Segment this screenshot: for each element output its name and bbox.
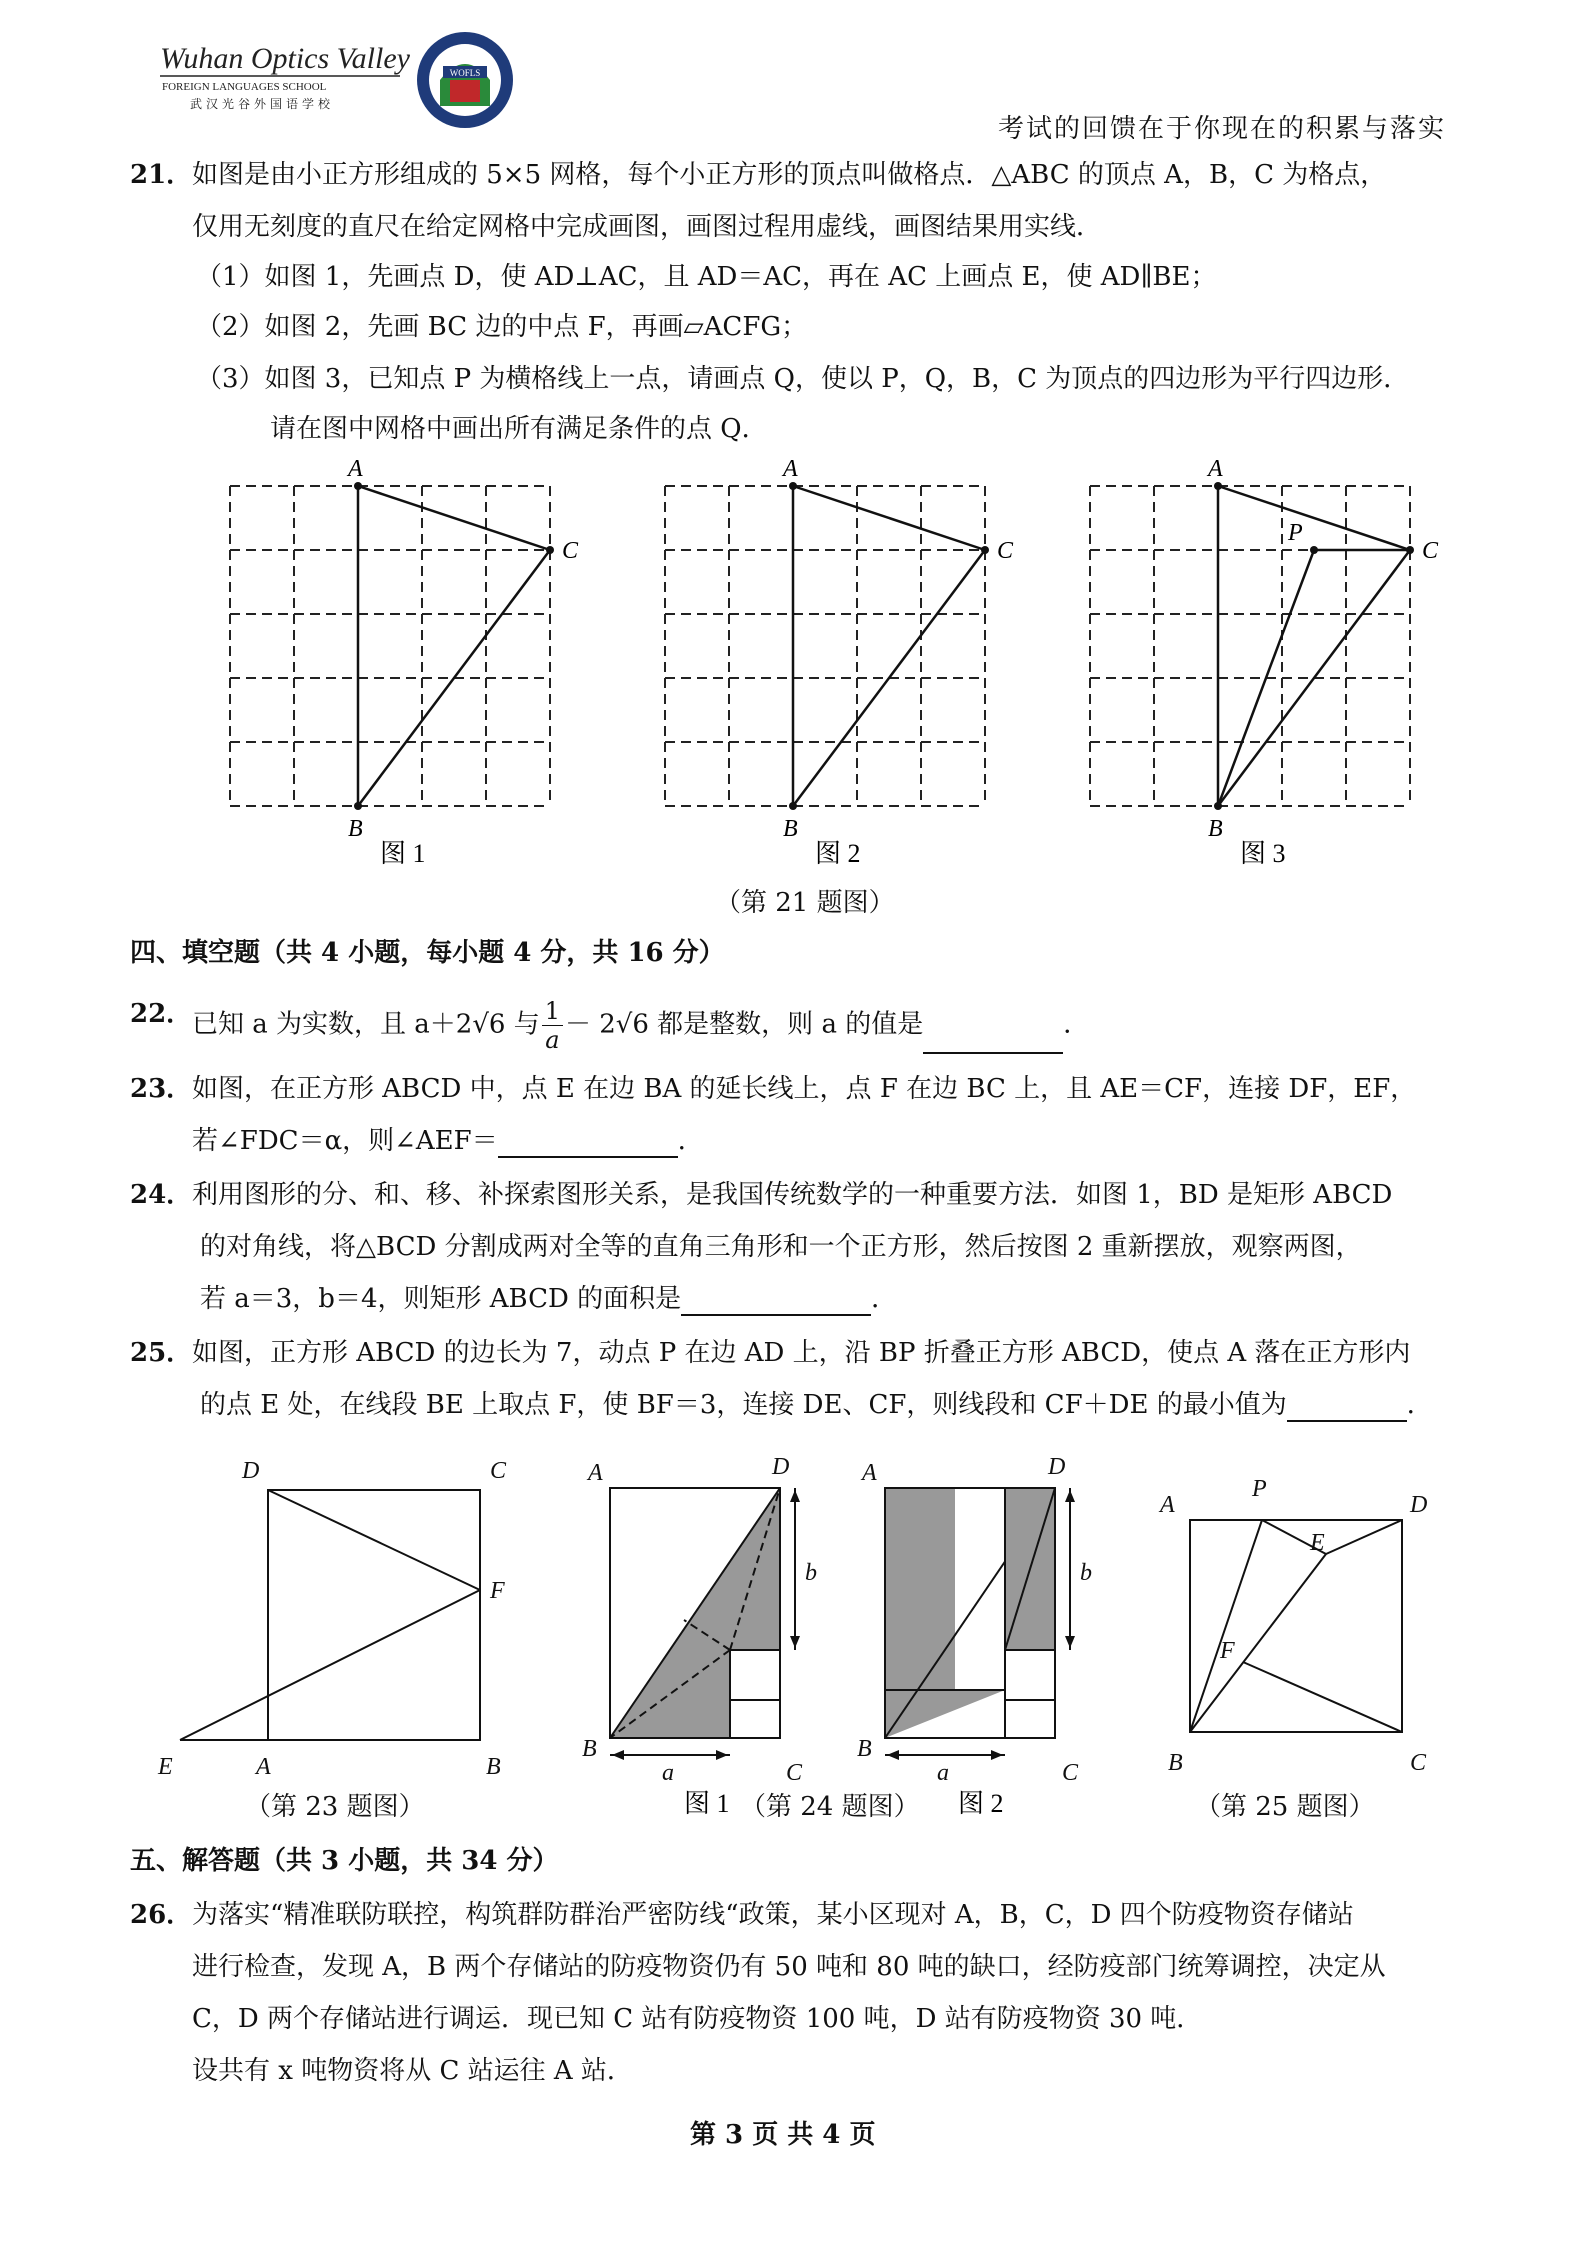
grid-figure-2 [665, 456, 1014, 868]
q24-caption: （第 24 题图） [740, 1792, 920, 1822]
q21-part3: （3）如图 3，已知点 P 为横格线上一点，请画点 Q，使以 P，Q，B，C 为顶点的四边形为平行四边形． [196, 364, 1410, 394]
q23-labels [157, 1458, 507, 1780]
logo-text: Wuhan Optics Valley [160, 42, 410, 75]
svg-text:B: B [857, 1736, 872, 1762]
q26-number: 26． [130, 1900, 193, 1930]
grid-figure-3 [1090, 456, 1439, 868]
q23-line1: 如图，在正方形 ABCD 中，点 E 在边 BA 的延长线上，点 F 在边 BC 上，且 AE＝CF，连接 DF，EF， [192, 1074, 1417, 1104]
svg-text:D: D [1410, 1492, 1428, 1518]
q23-answer-blank[interactable] [498, 1130, 678, 1158]
q22-number: 22． [130, 999, 193, 1029]
svg-text:P: P [1252, 1476, 1267, 1502]
school-badge-icon [417, 32, 513, 128]
svg-text:B: B [486, 1754, 501, 1780]
fig1-caption: 图 1 [380, 839, 426, 868]
grid-figure-1 [230, 456, 579, 868]
svg-text:b: b [805, 1560, 817, 1586]
svg-text:C: C [1410, 1750, 1427, 1776]
badge-text: WOFLS [449, 68, 481, 78]
svg-text:B: B [348, 816, 363, 842]
svg-text:C: C [1422, 538, 1439, 564]
svg-text:A: A [1160, 1492, 1175, 1518]
q24-answer-blank[interactable] [681, 1288, 871, 1316]
q26-line1: 为落实“精准联防联控，构筑群防群治严密防线“政策，某小区现对 A，B，C，D 四个防疫物资存储站 [192, 1900, 1354, 1930]
svg-text:A: A [588, 1460, 603, 1486]
svg-text:A: A [862, 1460, 877, 1486]
svg-text:C: C [1062, 1760, 1079, 1786]
q25-answer-blank[interactable] [1287, 1394, 1407, 1422]
q24-number: 24． [130, 1180, 193, 1210]
q21-line1: 如图是由小正方形组成的 5×5 网格，每个小正方形的顶点叫做格点．△ABC 的顶点 A，B，C 为格点， [192, 160, 1387, 190]
svg-text:E: E [158, 1754, 173, 1780]
q24-line3: 若 a＝3，b＝4，则矩形 ABCD 的面积是 ． [200, 1284, 898, 1314]
q21-part2: （2）如图 2，先画 BC 边的中点 F，再画▱ACFG； [196, 312, 808, 342]
svg-text:D: D [772, 1454, 790, 1480]
q26-line4: 设共有 x 吨物资将从 C 站运往 A 站． [192, 2056, 633, 2086]
svg-text:A: A [348, 456, 363, 482]
fig3-caption: 图 3 [1240, 839, 1286, 868]
svg-text:D: D [1048, 1454, 1066, 1480]
q23-q25-figures [150, 1440, 1450, 1820]
q24-figure-2 [857, 1454, 1092, 1818]
svg-text:B: B [1208, 816, 1223, 842]
q21-caption: （第 21 题图） [715, 888, 895, 918]
q22-answer-blank[interactable] [923, 1026, 1063, 1054]
svg-text:B: B [783, 816, 798, 842]
svg-text:a: a [937, 1760, 949, 1786]
q25-caption: （第 25 题图） [1195, 1792, 1375, 1822]
q21-part3-line2: 请在图中网格中画出所有满足条件的点 Q． [270, 414, 768, 444]
svg-text:C: C [562, 538, 579, 564]
q26-line3: C，D 两个存储站进行调运．现已知 C 站有防疫物资 100 吨，D 站有防疫物资 30 吨． [192, 2004, 1203, 2034]
q25-number: 25． [130, 1338, 193, 1368]
section-5-title: 五、解答题（共 3 小题，共 34 分） [130, 1846, 559, 1876]
svg-text:P: P [1288, 520, 1303, 546]
q26-line2: 进行检查，发现 A，B 两个存储站的防疫物资仍有 50 吨和 80 吨的缺口，经防疫部门统筹调控，决定从 [192, 1952, 1386, 1982]
q24-line2: 的对角线，将△BCD 分割成两对全等的直角三角形和一个正方形，然后按图 2 重新摆放，观察两图， [200, 1232, 1362, 1262]
q24-figure-1 [582, 1454, 817, 1818]
q25-figure [1190, 1520, 1402, 1732]
q23-number: 23． [130, 1074, 193, 1104]
q21-number: 21． [130, 160, 193, 190]
q22-text: 已知 a 为实数，且 a＋2√6 与 $\frac{1}{a}$ － 2√6 都是整数，则 a 的值是 ． [192, 997, 1090, 1054]
svg-text:F: F [1220, 1638, 1235, 1664]
svg-text:F: F [490, 1578, 505, 1604]
q21-part1: （1）如图 1，先画点 D，使 AD⊥AC，且 AD＝AC，再在 AC 上画点 E，使 AD∥BE； [196, 262, 1217, 292]
svg-text:a: a [662, 1760, 674, 1786]
svg-text:C: C [490, 1458, 507, 1484]
svg-text:C: C [997, 538, 1014, 564]
svg-text:E: E [1310, 1530, 1325, 1556]
q24-fig2-caption: 图 2 [958, 1789, 1004, 1818]
logo-subtitle-en: FOREIGN LANGUAGES SCHOOL [162, 81, 327, 93]
q23-line2: 若∠FDC＝α，则∠AEF＝ ． [192, 1126, 704, 1156]
q24-line1: 利用图形的分、和、移、补探索图形关系，是我国传统数学的一种重要方法．如图 1，BD 是矩形 ABCD [192, 1180, 1393, 1210]
svg-text:A: A [256, 1754, 271, 1780]
q21-line2: 仅用无刻度的直尺在给定网格中完成画图，画图过程用虚线，画图结果用实线． [192, 212, 1103, 242]
section-4-title: 四、填空题（共 4 小题，每小题 4 分，共 16 分） [130, 938, 725, 968]
svg-text:A: A [783, 456, 798, 482]
svg-text:B: B [582, 1736, 597, 1762]
q25-line2: 的点 E 处，在线段 BE 上取点 F，使 BF＝3，连接 DE、CF，则线段和 CF＋DE 的最小值为 ． [200, 1390, 1433, 1420]
school-logo [160, 28, 540, 138]
svg-text:C: C [786, 1760, 803, 1786]
fig2-caption: 图 2 [815, 839, 861, 868]
q21-figures [200, 450, 1460, 870]
svg-text:b: b [1080, 1560, 1092, 1586]
q23-figure [180, 1490, 480, 1740]
header-motto: 考试的回馈在于你现在的积累与落实 [997, 114, 1446, 144]
q25-line1: 如图，正方形 ABCD 的边长为 7，动点 P 在边 AD 上，沿 BP 折叠正方形 ABCD，使点 A 落在正方形内 [192, 1338, 1411, 1368]
svg-text:A: A [1208, 456, 1223, 482]
page-footer: 第 3 页 共 4 页 [690, 2120, 876, 2150]
svg-text:B: B [1168, 1750, 1183, 1776]
svg-text:D: D [242, 1458, 260, 1484]
q24-fig1-caption: 图 1 [684, 1789, 730, 1818]
q23-caption: （第 23 题图） [245, 1792, 425, 1822]
logo-subtitle-cn: 武汉光谷外国语学校 [190, 97, 335, 111]
